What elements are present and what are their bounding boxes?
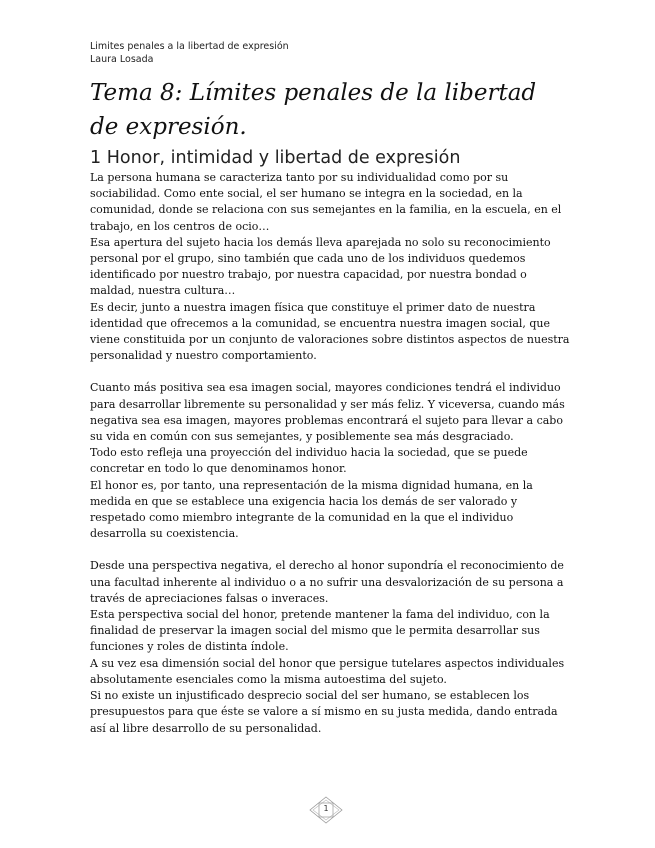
document-title: Tema 8: Límites penales de la libertad de expresión. — [90, 80, 537, 140]
paragraph-spacer — [90, 364, 570, 380]
paragraph: Todo esto refleja una proyección del individuo hacia la sociedad, que se puede concretar en todo lo que denominamos honor. — [90, 446, 528, 476]
paragraph: A su vez esa dimensión social del honor que persigue tutelares aspectos individuales absolutamente esenciales como la misma autoestima del sujeto. — [90, 656, 565, 686]
page-number: 1 — [323, 804, 329, 813]
paragraph: Si no existe un injustificado desprecio social del ser humano, se establecen los presupuestos para que éste se valore a sí mismo en su justa medida, dando entrada así al libre desarrollo de su personalidad. — [90, 689, 558, 735]
paragraph: Esta perspectiva social del honor, pretende mantener la fama del individuo, con la finalidad de preservar la imagen social del mismo que le permita desarrollar sus funciones y roles de distinta índole. — [90, 608, 550, 654]
paragraph: El honor es, por tanto, una representación de la misma dignidad humana, en la medida en que se establece una exigencia hacia los demás de ser valorado y respetado como miembro integrante de la comunidad en la que el individuo desarrolla su coexistencia. — [90, 478, 533, 541]
section-heading: 1 Honor, intimidad y libertad de expresión — [90, 148, 461, 168]
header-author: Laura Losada — [90, 54, 154, 65]
paragraph: La persona humana se caracteriza tanto por su individualidad como por su sociabilidad. Como ente social, el ser humano se integra en la sociedad, en la comunidad, donde se relaciona con sus semejantes en la familia, en la escuela, en el trabajo, en los centros de ocio… — [90, 171, 562, 233]
paragraph: Cuanto más positiva sea esa imagen social, mayores condiciones tendrá el individuo para desarrollar libremente su personalidad y ser más feliz. Y viceversa, cuando más negativa sea esa imagen, mayores problemas encontrará el sujeto para llevar a cabo su vida en común con sus semejantes, y posiblemente sea más desgraciado. — [90, 381, 565, 444]
paragraph: Desde una perspectiva negativa, el derecho al honor supondría el reconocimiento de una facultad inherente al individuo o a no sufrir una desvalorización de su persona a través de apreciaciones falsas o inveraces. — [90, 559, 564, 605]
header-document-title: Limites penales a la libertad de expresión — [90, 41, 289, 52]
document-body — [90, 170, 570, 737]
paragraph-spacer — [90, 542, 570, 558]
paragraph: Esa apertura del sujeto hacia los demás lleva aparejada no solo su reconocimiento personal por el grupo, sino también que cada uno de los individuos quedemos identificado por nuestro trabajo, por nuestra capacidad, por nuestra bondad o maldad, nuestra cultura… — [90, 235, 551, 298]
page-header — [90, 40, 289, 66]
paragraph: Es decir, junto a nuestra imagen física que constituye el primer dato de nuestra identidad que ofrecemos a la comunidad, se encuentra nuestra imagen social, que viene constituida por un conjunto de valoraciones sobre distintos aspectos de nuestra personalidad y nuestro comportamiento. — [90, 300, 570, 363]
page-footer — [308, 796, 344, 824]
